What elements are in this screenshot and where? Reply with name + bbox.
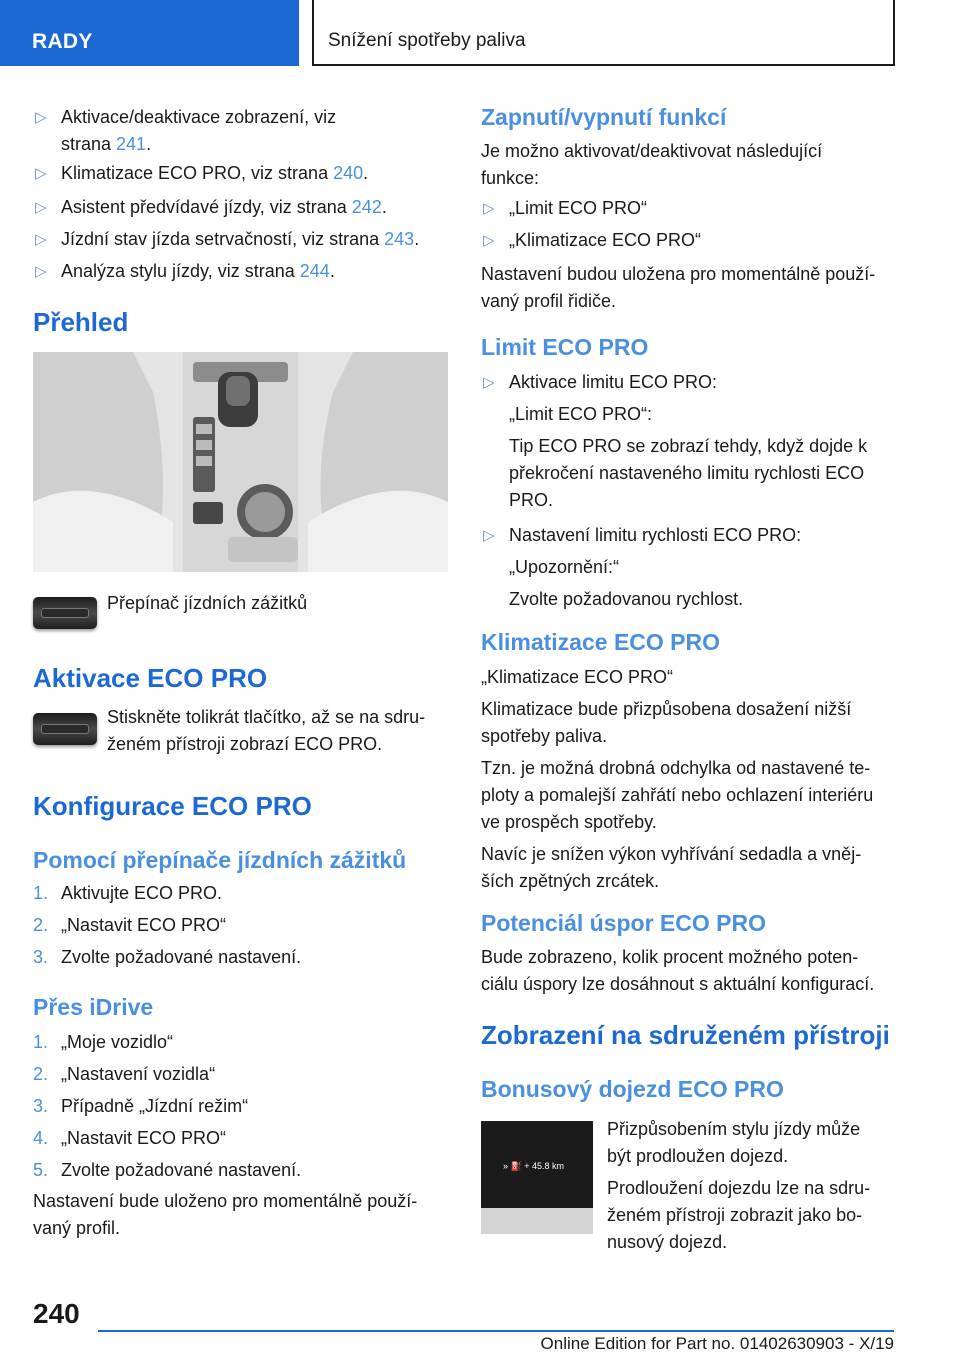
list-item: ▷ „Klimatizace ECO PRO“ bbox=[481, 227, 901, 254]
triangle-bullet-icon: ▷ bbox=[483, 374, 495, 391]
list-item: ▷ Asistent předvídavé jízdy, viz strana 242. bbox=[33, 194, 448, 221]
list-item: 1. Aktivujte ECO PRO. bbox=[33, 883, 223, 903]
bonus-text: Přizpůsobením stylu jízdy může být prodloužen dojezd. Prodloužení dojezdu lze na sdru- ženém přístroji zobrazit jako bo- nusový dojezd. bbox=[607, 1119, 871, 1252]
center-console-photo bbox=[33, 352, 448, 572]
triangle-bullet-icon: ▷ bbox=[35, 199, 47, 216]
footer-rule bbox=[98, 1330, 894, 1332]
list-item: 5. Zvolte požadované nastavení. bbox=[33, 1160, 302, 1180]
activate-text: Stiskněte tolikrát tlačítko, až se na sdru- ženém přístroji zobrazí ECO PRO. bbox=[107, 707, 426, 754]
switch-steps bbox=[33, 880, 448, 971]
triangle-bullet-icon: ▷ bbox=[35, 263, 47, 280]
page-ref-link[interactable]: 240 bbox=[333, 163, 364, 183]
list-item: ▷ Jízdní stav jízda setrvačností, viz strana 243. bbox=[33, 226, 448, 253]
chapter-title: Snížení spotřeby paliva bbox=[312, 0, 895, 66]
console-illustration bbox=[33, 352, 448, 572]
page-ref-link[interactable]: 243 bbox=[384, 229, 415, 249]
triangle-bullet-icon: ▷ bbox=[483, 200, 495, 217]
edition-note: Online Edition for Part no. 01402630903 - X/19 bbox=[540, 1334, 894, 1353]
list-item: ▷ Analýza stylu jízdy, viz strana 244. bbox=[33, 258, 448, 285]
onoff-saved: Nastavení budou uložena pro momentálně použí- vaný profil řidiče. bbox=[481, 264, 876, 311]
list-item: ▷ Klimatizace ECO PRO, viz strana 240. bbox=[33, 160, 448, 187]
onoff-list bbox=[481, 195, 901, 254]
driving-switch-icon-wrap bbox=[33, 597, 97, 634]
triangle-bullet-icon: ▷ bbox=[35, 109, 47, 126]
list-item: 3. Případně „Jízdní režim“ bbox=[33, 1096, 249, 1116]
bonus-heading: Bonusový dojezd ECO PRO bbox=[481, 1076, 784, 1102]
page-ref-link[interactable]: 244 bbox=[299, 261, 330, 281]
list-item: ▷ Aktivace/deaktivace zobrazení, viz strana 241. bbox=[33, 104, 448, 158]
list-item: 3. Zvolte požadované nastavení. bbox=[33, 947, 302, 967]
page-ref-link[interactable]: 241 bbox=[116, 134, 147, 154]
bonus-range-readout: » ⛽ + 45.8 km bbox=[503, 1161, 565, 1171]
savings-heading: Potenciál úspor ECO PRO bbox=[481, 910, 766, 936]
cluster-heading: Zobrazení na sdruženém přístroji bbox=[481, 1020, 890, 1050]
savings-text: Bude zobrazeno, kolik procent možného poten- ciálu úspory lze dosáhnout s aktuální konfigurací. bbox=[481, 947, 875, 994]
list-item: ▷ „Limit ECO PRO“ bbox=[481, 195, 901, 222]
page-number: 240 bbox=[33, 1298, 80, 1329]
idrive-steps bbox=[33, 1029, 448, 1184]
onoff-heading: Zapnutí/vypnutí funkcí bbox=[481, 104, 727, 130]
page-header bbox=[0, 0, 960, 66]
triangle-bullet-icon: ▷ bbox=[483, 232, 495, 249]
list-item: 4. „Nastavit ECO PRO“ bbox=[33, 1128, 227, 1148]
triangle-bullet-icon: ▷ bbox=[35, 165, 47, 182]
chevron-right-icon: » bbox=[503, 1161, 509, 1171]
intro-list bbox=[33, 104, 448, 158]
driving-experience-switch-icon bbox=[33, 713, 97, 745]
climate-text: „Klimatizace ECO PRO“ Klimatizace bude přizpůsobena dosažení nižší spotřeby paliva. Tzn. je možná drobná odchylka od nastavené te- ploty a pomalejší zahřátí nebo ochlazení interiéru ve prospěch spotřeby. Navíc je snížen výkon vyhřívání sedadla a vněj- ších zpětných zrcátek. bbox=[481, 667, 874, 891]
config-heading: Konfigurace ECO PRO bbox=[33, 791, 312, 821]
climate-heading: Klimatizace ECO PRO bbox=[481, 629, 721, 655]
limit-heading: Limit ECO PRO bbox=[481, 334, 649, 360]
switch-subheading: Pomocí přepínače jízdních zážitků bbox=[33, 847, 407, 873]
list-item: 2. „Nastavit ECO PRO“ bbox=[33, 915, 227, 935]
triangle-bullet-icon: ▷ bbox=[483, 527, 495, 544]
eco-button-icon-wrap bbox=[33, 713, 97, 750]
onoff-text: Je možno aktivovat/deaktivovat následující funkce: bbox=[481, 141, 823, 188]
activate-heading: Aktivace ECO PRO bbox=[33, 663, 268, 693]
triangle-bullet-icon: ▷ bbox=[35, 231, 47, 248]
idrive-heading: Přes iDrive bbox=[33, 994, 154, 1020]
limit-list bbox=[481, 369, 901, 613]
fuel-pump-icon: ⛽ bbox=[510, 1161, 522, 1171]
page-ref-link[interactable]: 242 bbox=[351, 197, 382, 217]
list-item: 1. „Moje vozidlo“ bbox=[33, 1032, 174, 1052]
list-item: ▷ Aktivace limitu ECO PRO: „Limit ECO PRO“: Tip ECO PRO se zobrazí tehdy, když dojde k překročení nastaveného limitu rychlosti ECO PRO. bbox=[481, 369, 901, 514]
instrument-cluster-display bbox=[481, 1121, 593, 1234]
switch-caption: Přepínač jízdních zážitků bbox=[107, 593, 308, 613]
driving-experience-switch-icon bbox=[33, 597, 97, 629]
list-item: 2. „Nastavení vozidla“ bbox=[33, 1064, 216, 1084]
section-tab: RADY bbox=[0, 0, 299, 66]
overview-heading: Přehled bbox=[33, 307, 129, 337]
saved-note: Nastavení bude uloženo pro momentálně použí- vaný profil. bbox=[33, 1191, 418, 1238]
list-item: ▷ Nastavení limitu rychlosti ECO PRO: „Upozornění:“ Zvolte požadovanou rychlost. bbox=[481, 522, 901, 613]
